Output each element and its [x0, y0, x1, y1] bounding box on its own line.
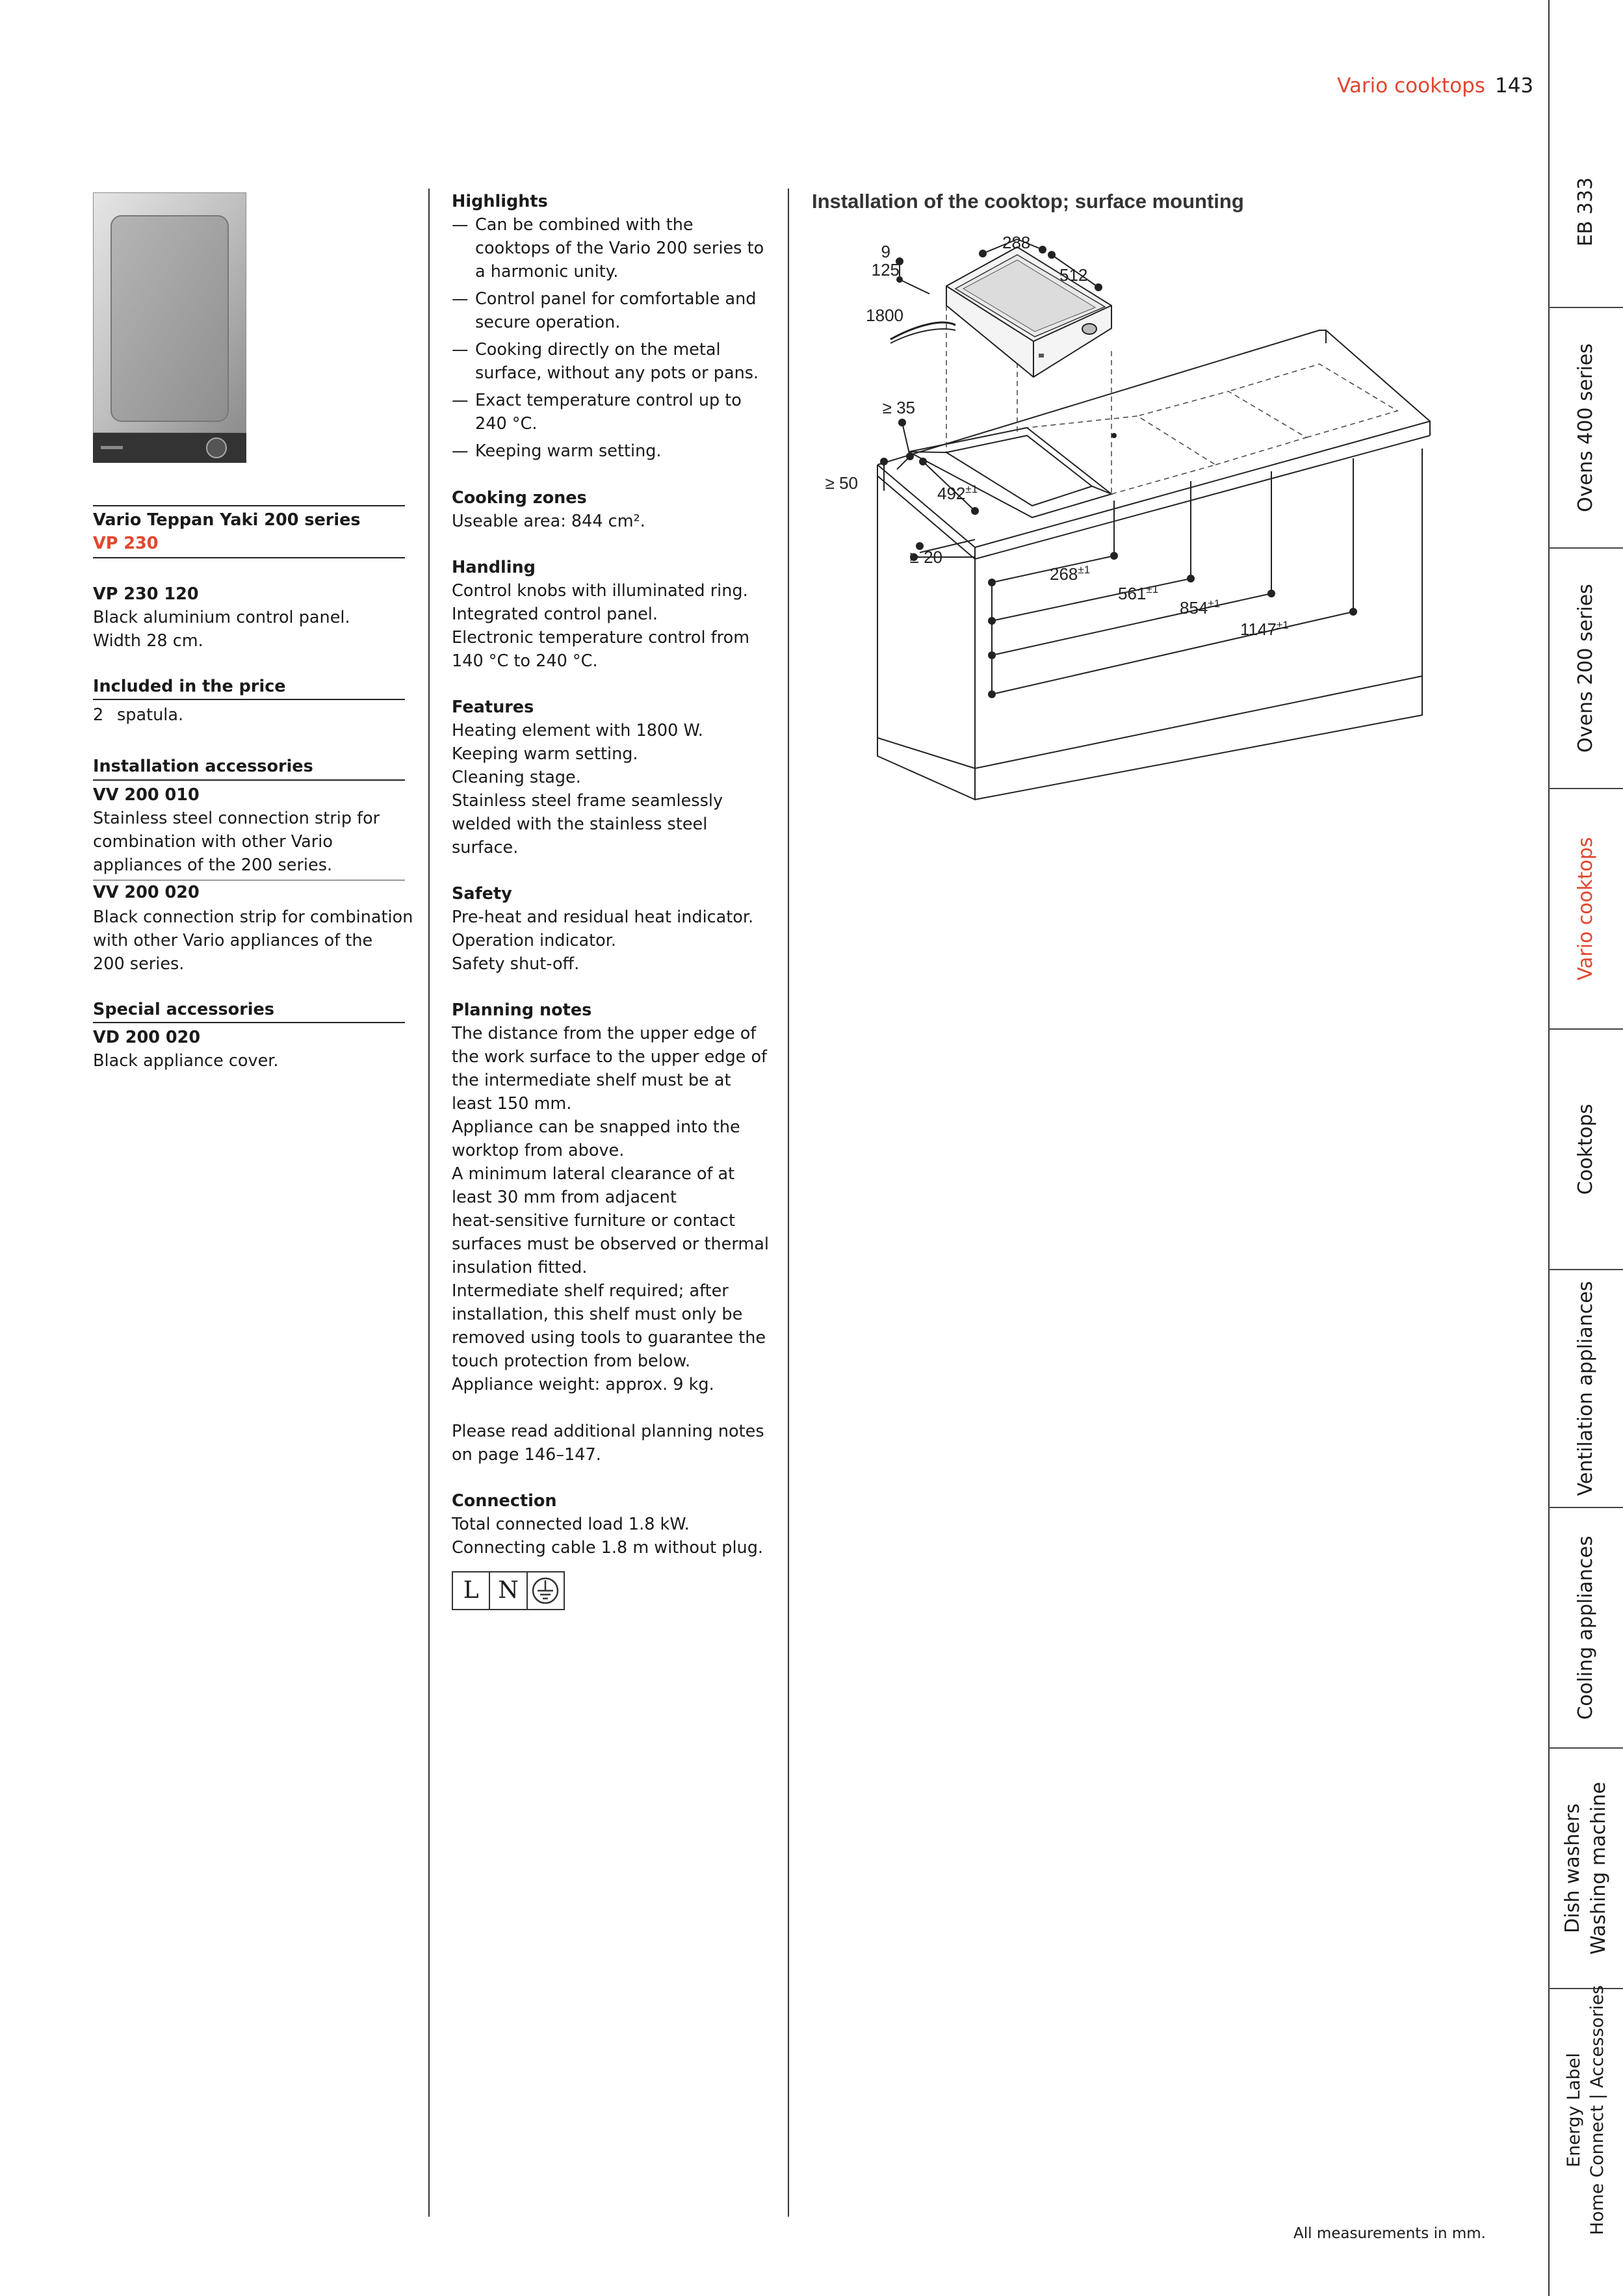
column-divider [788, 189, 789, 2217]
included-qty: 2 [93, 705, 104, 725]
dim-label: ≥ 20 [909, 547, 942, 567]
dim-label-492: $492^{\pm 1}$ [937, 483, 978, 503]
tab-ovens-400[interactable]: Ovens 400 series [1574, 343, 1597, 512]
dash-bullet-icon: — [452, 391, 469, 410]
included-heading: Included in the price [93, 677, 286, 696]
tab-cooling[interactable]: Cooling appliances [1574, 1535, 1597, 1720]
product-code: VP 230 [93, 534, 159, 553]
accessory-code: VV 200 020 [93, 883, 200, 902]
accessory-desc-line: combination with other Vario [93, 832, 333, 852]
connection-section: Connection Total connected load 1.8 kW. Connecting cable 1.8 m without plug. [452, 1491, 763, 1558]
safety-section: Safety Pre-heat and residual heat indicator. Operation indicator. Safety shut-off. [452, 884, 754, 974]
rule [93, 557, 405, 558]
highlights-heading: Highlights [452, 192, 548, 211]
dash-bullet-icon: — [452, 289, 469, 309]
variant-code: VP 230 120 [93, 584, 199, 604]
terminal-neutral: N [490, 1572, 527, 1609]
footer-note: All measurements in mm. [1293, 2225, 1486, 2242]
accessory-desc-line: with other Vario appliances of the [93, 931, 373, 950]
installation-diagram [799, 221, 1449, 819]
dim-label: 9 [881, 242, 890, 261]
rule [93, 1022, 405, 1023]
highlight-item: — Can be combined with the cooktops of the Vario 200 series to a harmonic unity. [452, 213, 777, 283]
product-image [93, 192, 246, 463]
tab-eb-333[interactable]: EB 333 [1574, 177, 1597, 247]
worktop-outline [877, 330, 1430, 800]
column-divider [428, 189, 430, 2217]
terminal-live: L [453, 1572, 490, 1609]
handling-section: Handling Control knobs with illuminated ring. Integrated control panel. Electronic temperature control from 140 °C to 240 °C. [452, 558, 750, 671]
install-heading: Installation accessories [93, 757, 313, 776]
accessory-desc-line: Stainless steel connection strip for [93, 809, 380, 828]
dim-label: 512 [1059, 265, 1088, 285]
features-section: Features Heating element with 1800 W. Keeping warm setting. Cleaning stage. Stainless steel frame seamlessly welded with the stainless steel surface. [452, 698, 723, 857]
special-heading: Special accessories [93, 1000, 274, 1019]
rule [93, 505, 405, 506]
dim-label: 1800 [866, 306, 903, 325]
tab-dishwashers[interactable]: Dish washers Washing machine [1561, 1782, 1610, 1955]
highlight-item: — Cooking directly on the metal surface, without any pots or pans. [452, 338, 777, 385]
accessory-desc-line: 200 series. [93, 954, 185, 974]
dim-label: 288 [1002, 233, 1031, 252]
dim-label-1147: $1147^{\pm 1}$ [1240, 619, 1289, 639]
dash-bullet-icon: — [452, 215, 469, 235]
tab-energy-label[interactable]: Energy Label Home Connect | Accessories [1563, 1985, 1607, 2236]
diagram-title: Installation of the cooktop; surface mounting [812, 190, 1244, 213]
accessory-desc-line: Black connection strip for combination [93, 907, 413, 927]
included-name: spatula. [117, 705, 184, 725]
dim-label: 125 [871, 260, 900, 280]
accessory-desc-line: Black appliance cover. [93, 1051, 279, 1071]
accessory-desc-line: appliances of the 200 series. [93, 855, 333, 875]
tab-ventilation[interactable]: Ventilation appliances [1574, 1281, 1597, 1496]
tab-cooktops[interactable]: Cooktops [1574, 1104, 1597, 1195]
section-title: Vario cooktops [1337, 74, 1485, 98]
dim-label: ≥ 50 [825, 473, 858, 493]
ground-icon [528, 1572, 564, 1609]
page-number: 143 [1495, 74, 1534, 98]
rule [93, 779, 405, 781]
highlight-item: — Keeping warm setting. [452, 439, 777, 463]
cooking-zones-section: Cooking zones Useable area: 844 cm². [452, 488, 645, 531]
highlight-item: — Exact temperature control up to 240 °C. [452, 389, 777, 436]
dim-label-268: $268^{\pm 1}$ [1050, 564, 1091, 584]
product-series: Vario Teppan Yaki 200 series [93, 510, 361, 530]
accessory-code: VV 200 010 [93, 785, 200, 805]
rule [93, 699, 405, 700]
dim-label: ≥ 35 [882, 398, 915, 417]
dim-label-561: $561^{\pm 1}$ [1118, 583, 1159, 603]
variant-desc-line: Width 28 cm. [93, 631, 203, 651]
accessory-code: VD 200 020 [93, 1028, 201, 1047]
variant-desc-line: Black aluminium control panel. [93, 608, 350, 627]
connection-terminals [452, 1571, 565, 1610]
dash-bullet-icon: — [452, 340, 469, 359]
highlight-item: — Control panel for comfortable and secure operation. [452, 287, 777, 334]
planning-notes-section: Planning notes The distance from the upper edge of the work surface to the upper edge of the intermediate shelf must be at least 150 mm. Appliance can be snapped into the worktop from above. A minimum lateral clearance of at least 30 mm from adjacent heat-sensitive furniture or contact surfaces must be observed or thermal insulation fitted. Intermediate shelf required; after installation, this shelf must only be removed using tools to guarantee the touch protection from below. Appliance weight: approx. 9 kg. Please read additional planning notes on page 146–147. [452, 1000, 769, 1465]
dash-bullet-icon: — [452, 441, 469, 461]
tab-ovens-200[interactable]: Ovens 200 series [1574, 584, 1597, 753]
tab-vario-cooktops[interactable]: Vario cooktops [1574, 837, 1597, 981]
details-column [452, 190, 777, 1610]
dim-label-854: $854^{\pm 1}$ [1180, 597, 1221, 618]
